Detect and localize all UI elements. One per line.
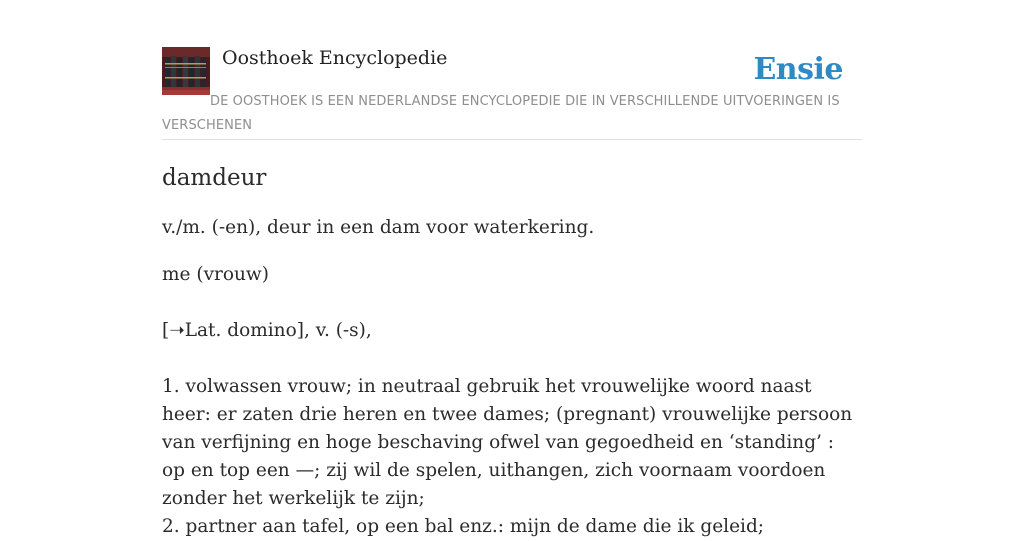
site-avatar[interactable] [162, 47, 210, 95]
site-header [162, 46, 862, 140]
entry-definition: v./m. (-en), deur in een dam voor waterkering. [162, 217, 595, 238]
bookshelf-icon [162, 47, 210, 95]
entry-content [162, 162, 862, 541]
brand-logo[interactable]: Ensie [753, 52, 843, 87]
next-term: me (vrouw) [162, 264, 269, 285]
site-tagline: DE OOSTHOEK IS EEN NEDERLANDSE ENCYCLOPEDIE DIE IN VERSCHILLENDE UITVOERINGEN IS VERSCHENEN [162, 94, 840, 133]
site-name[interactable]: Oosthoek Encyclopedie [222, 47, 448, 69]
sense-2: 2. partner aan tafel, op een bal enz.: mijn de dame die ik geleid; [162, 516, 765, 537]
sense-1: 1. volwassen vrouw; in neutraal gebruik het vrouwelijke woord naast heer: er zaten drie heren en twee dames; (pregnant) vrouwelijke persoon van verfijning en hoge beschaving ofwel van gegoedheid en ‘standing’ : op en top een —; zij wil de spelen, uithangen, zich voornaam voordoen zonder het werkelijk te zijn; [162, 376, 853, 509]
etymology: [➝Lat. domino], v. (-s), [162, 320, 372, 341]
entry-title: damdeur [162, 165, 267, 191]
